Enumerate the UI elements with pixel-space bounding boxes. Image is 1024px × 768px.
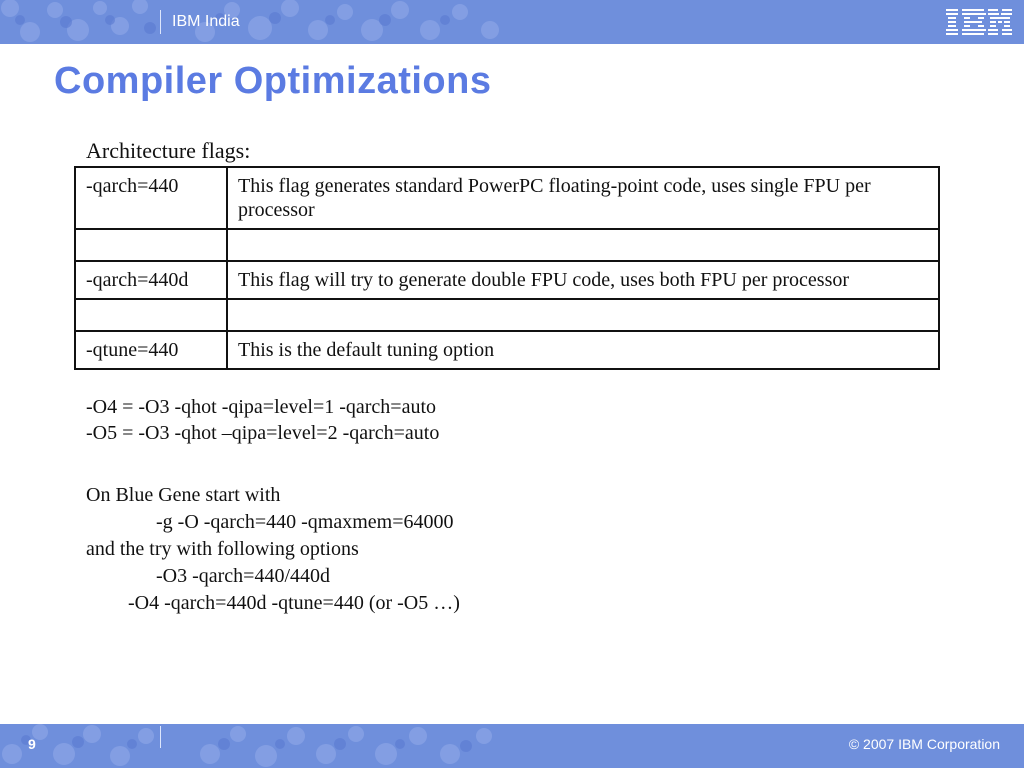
- slide-content: [74, 136, 954, 656]
- footer-bar: [0, 724, 1024, 768]
- ibm-logo: [944, 5, 1014, 37]
- department-label: IBM India: [172, 13, 240, 30]
- decorative-dots-pattern: [0, 0, 520, 44]
- bg-line: On Blue Gene start with: [86, 484, 281, 506]
- description-cell: This is the default tuning option: [227, 331, 939, 369]
- flag-cell: [75, 299, 227, 331]
- flag-cell: -qarch=440d: [75, 261, 227, 299]
- blue-gene-guidance: [86, 482, 460, 617]
- flag-cell: -qarch=440: [75, 167, 227, 229]
- flags-table: [74, 166, 940, 370]
- description-cell: This flag will try to generate double FPU code, uses both FPU per processor: [227, 261, 939, 299]
- flag-cell: [75, 229, 227, 261]
- header-bar: [0, 0, 1024, 44]
- bg-line: -O4 -qarch=440d -qtune=440 (or -O5 …): [128, 592, 460, 614]
- slide-title: Compiler Optimizations: [54, 60, 492, 102]
- description-cell: [227, 229, 939, 261]
- footer-divider: [160, 726, 161, 748]
- optimization-levels: [86, 394, 439, 446]
- o4-definition: -O4 = -O3 -qhot -qipa=level=1 -qarch=auto: [86, 396, 437, 418]
- bg-line: and the try with following options: [86, 538, 359, 560]
- o5-definition: -O5 = -O3 -qhot –qipa=level=2 -qarch=auto: [86, 422, 440, 444]
- page-number: 9: [28, 736, 36, 752]
- architecture-flags-label: Architecture flags:: [86, 138, 251, 163]
- table-row: [75, 229, 939, 261]
- copyright: © 2007 IBM Corporation: [848, 736, 1000, 752]
- bg-line: -O3 -qarch=440/440d: [156, 565, 331, 587]
- table-row: [75, 261, 939, 299]
- table-row: [75, 167, 939, 229]
- table-row: [75, 299, 939, 331]
- description-cell: [227, 299, 939, 331]
- flag-cell: -qtune=440: [75, 331, 227, 369]
- bg-line: -g -O -qarch=440 -qmaxmem=64000: [156, 511, 454, 533]
- description-cell: This flag generates standard PowerPC floating-point code, uses single FPU per processor: [227, 167, 939, 229]
- decorative-dots-pattern: [0, 724, 520, 768]
- table-row: [75, 331, 939, 369]
- header-divider: [160, 10, 161, 34]
